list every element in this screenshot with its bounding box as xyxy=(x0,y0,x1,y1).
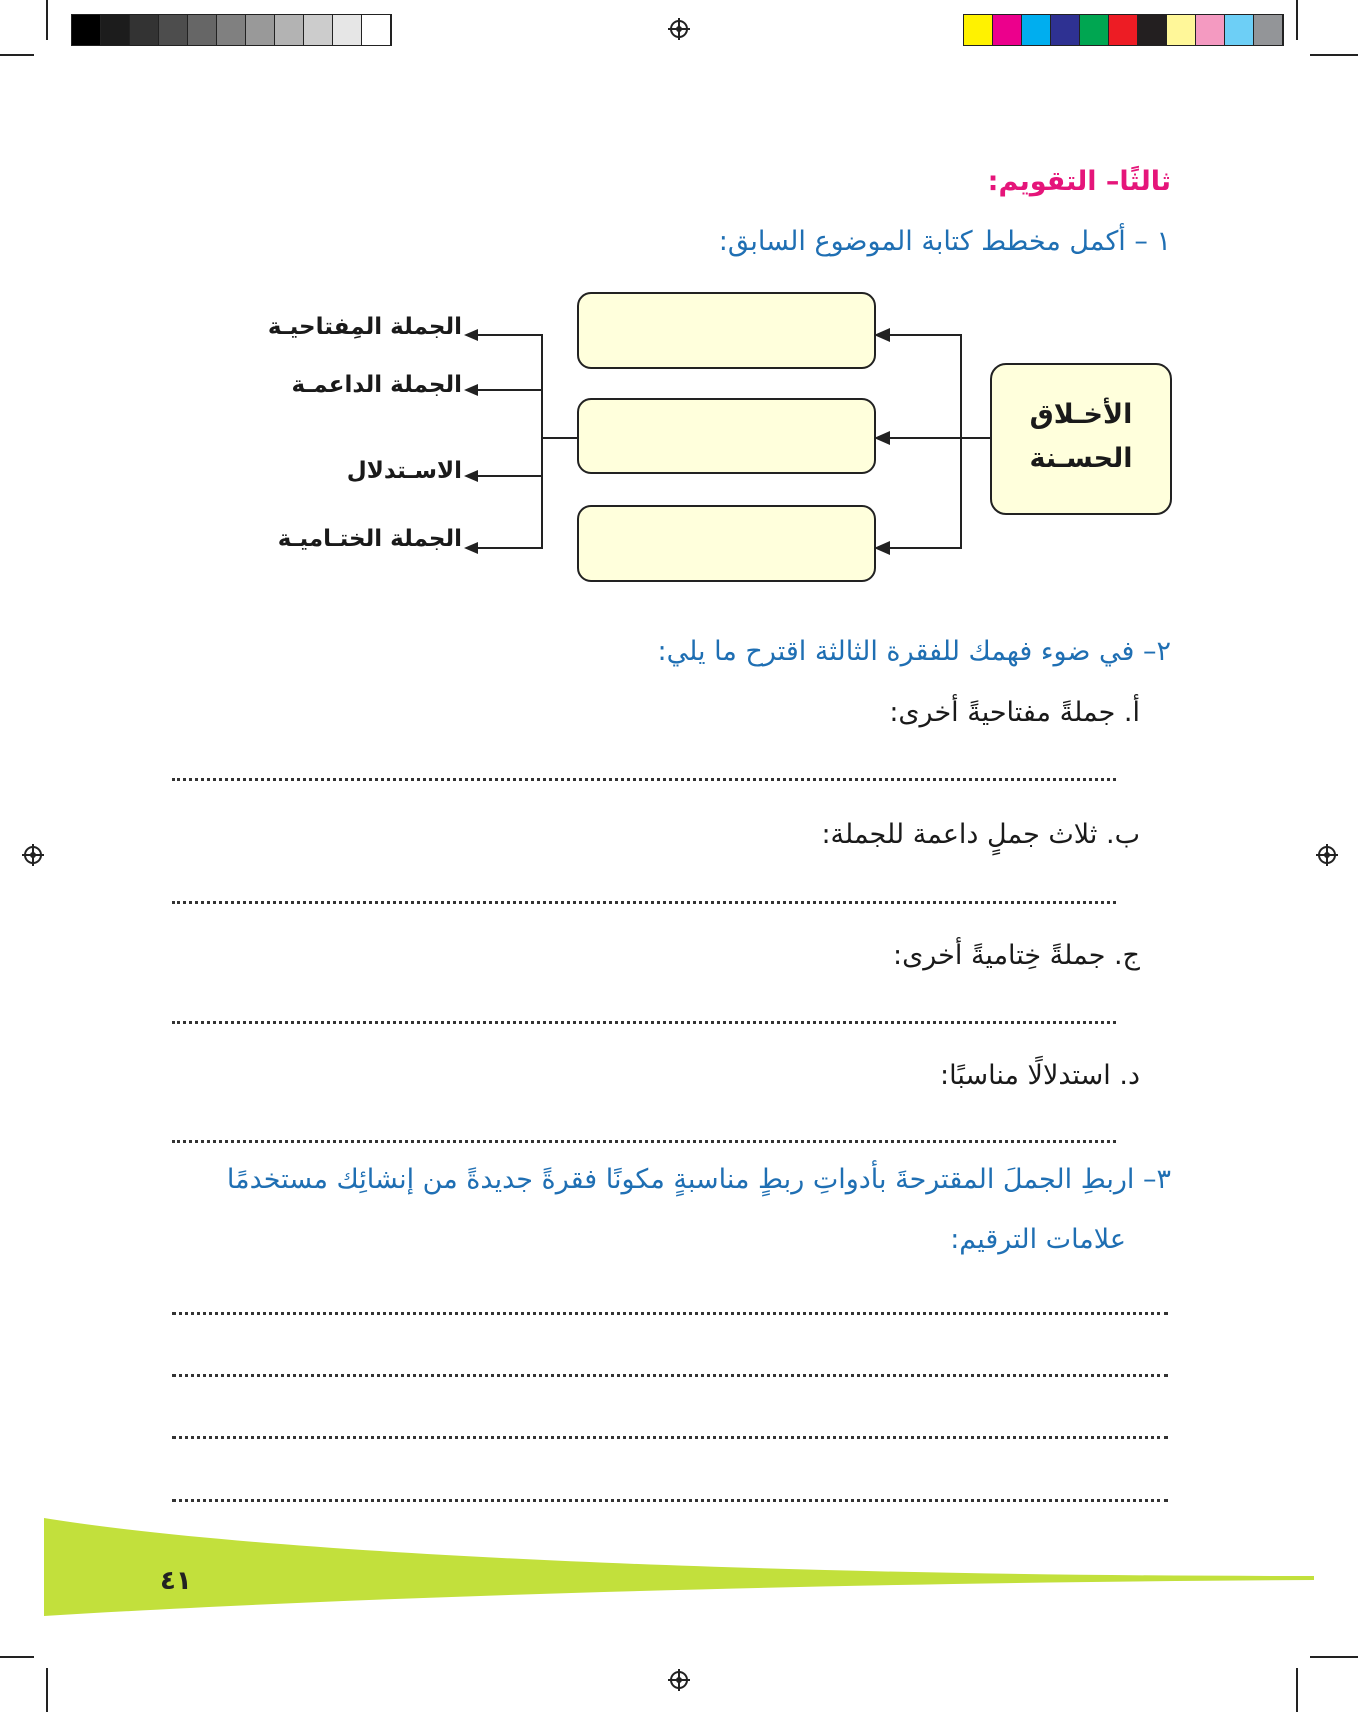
item-a: أ. جملةً مفتاحيةً أخرى: xyxy=(889,697,1140,728)
connector-line xyxy=(886,437,962,439)
arrow-left-icon xyxy=(464,329,478,341)
crop-mark xyxy=(1310,54,1358,56)
answer-line[interactable] xyxy=(172,1312,1168,1315)
connector-line xyxy=(476,389,543,391)
question-2: ٢– في ضوء فهمك للفقرة الثالثة اقترح ما يلي: xyxy=(657,636,1171,667)
connector-line xyxy=(886,334,962,336)
main-topic-line-2: الحسـنة xyxy=(1029,443,1133,474)
empty-answer-box-2[interactable] xyxy=(577,398,876,474)
registration-mark-icon xyxy=(668,18,690,40)
main-topic-box xyxy=(990,363,1172,515)
answer-line[interactable] xyxy=(172,1374,1168,1377)
answer-line[interactable] xyxy=(172,1021,1116,1024)
item-d: د. استدلالًا مناسبًا: xyxy=(940,1060,1140,1091)
crop-mark xyxy=(46,0,48,40)
crop-mark xyxy=(1296,0,1298,40)
section-heading: ثالثًا– التقويم: xyxy=(987,166,1171,197)
registration-mark-icon xyxy=(1316,844,1338,866)
answer-line[interactable] xyxy=(172,1499,1168,1502)
answer-line[interactable] xyxy=(172,778,1116,781)
crop-mark xyxy=(1310,1656,1358,1658)
arrow-left-icon xyxy=(874,328,890,342)
arrow-left-icon xyxy=(874,541,890,555)
arrow-left-icon xyxy=(874,431,890,445)
footer-green-band xyxy=(0,1510,1358,1622)
arrow-left-icon xyxy=(464,542,478,554)
crop-mark xyxy=(46,1668,48,1712)
connector-line xyxy=(541,437,577,439)
connector-line xyxy=(476,547,543,549)
item-c: ج. جملةً خِتاميةً أخرى: xyxy=(893,940,1140,971)
answer-line[interactable] xyxy=(172,1436,1168,1439)
arrow-left-icon xyxy=(464,384,478,396)
connector-line xyxy=(476,475,543,477)
label-concluding-sentence: الجملة الختـاميـة xyxy=(277,526,462,552)
question-3: ٣– اربطِ الجملَ المقترحةَ بأدواتِ ربطٍ مناسبةٍ مكونًا فقرةً جديدةً من إنشائِك مستخدمًا xyxy=(226,1164,1171,1195)
connector-line xyxy=(960,437,990,439)
connector-line xyxy=(886,547,962,549)
color-calibration-bar xyxy=(963,14,1284,46)
label-evidence: الاسـتدلال xyxy=(346,458,462,484)
answer-line[interactable] xyxy=(172,901,1116,904)
registration-mark-icon xyxy=(668,1669,690,1691)
empty-answer-box-3[interactable] xyxy=(577,505,876,582)
crop-mark xyxy=(0,1656,34,1658)
connector-line xyxy=(476,334,543,336)
crop-mark xyxy=(0,54,34,56)
grayscale-calibration-bar xyxy=(71,14,392,46)
main-topic-line-1: الأخـلاق xyxy=(1029,399,1133,430)
question-1: ١ – أكمل مخطط كتابة الموضوع السابق: xyxy=(718,226,1171,257)
page-number: ٤١ xyxy=(160,1566,192,1596)
item-b: ب. ثلاث جملٍ داعمة للجملة: xyxy=(821,819,1140,850)
label-supporting-sentence: الجملة الداعمـة xyxy=(291,372,462,398)
connector-line xyxy=(960,334,962,548)
answer-line[interactable] xyxy=(172,1140,1116,1143)
registration-mark-icon xyxy=(22,844,44,866)
question-3-continued: علامات الترقيم: xyxy=(950,1224,1126,1255)
crop-mark xyxy=(1296,1668,1298,1712)
arrow-left-icon xyxy=(464,470,478,482)
label-key-sentence: الجملة المِفتاحيـة xyxy=(267,314,462,340)
connector-line xyxy=(541,334,543,548)
empty-answer-box-1[interactable] xyxy=(577,292,876,369)
